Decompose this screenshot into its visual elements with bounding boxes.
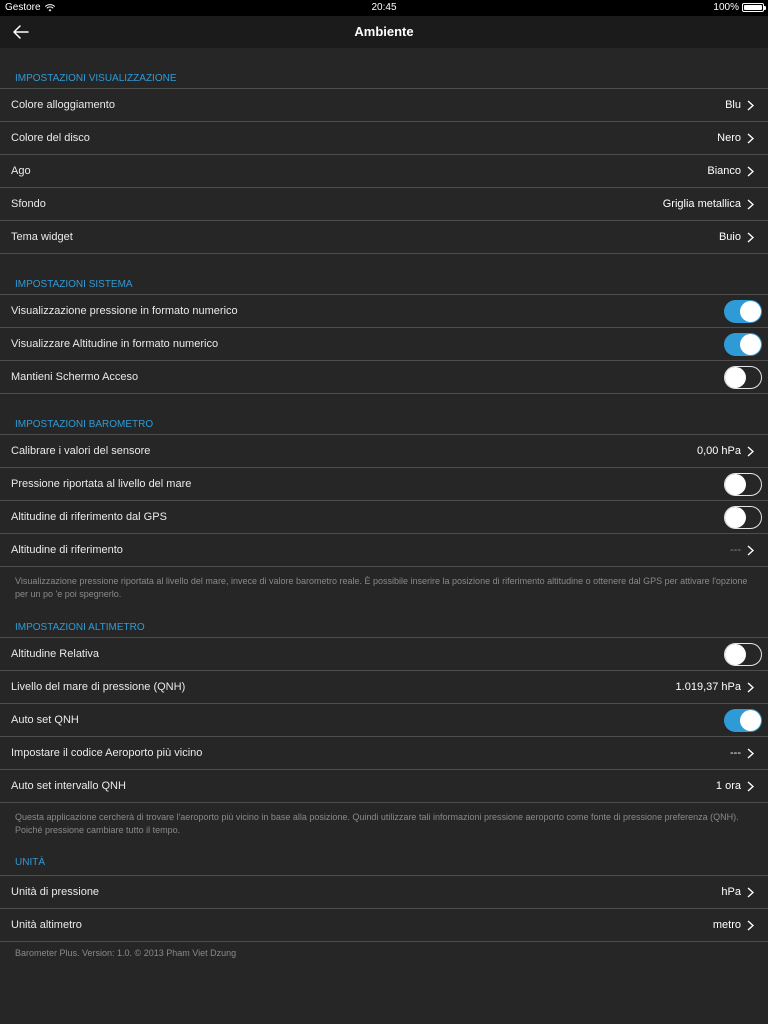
auto-set-qnh-toggle[interactable] <box>724 709 762 732</box>
row-altimeter-unit[interactable] <box>0 909 768 942</box>
row-housing-color[interactable] <box>0 89 768 122</box>
section-header-altimeter: IMPOSTAZIONI ALTIMETRO <box>0 613 768 638</box>
row-keep-screen-on <box>0 361 768 394</box>
row-dial-color[interactable] <box>0 122 768 155</box>
row-label: Auto set QNH <box>11 714 79 726</box>
version-text: Barometer Plus. Version: 1.0. © 2013 Pham Viet Dzung <box>15 948 237 958</box>
row-label: Livello del mare di pressione (QNH) <box>11 681 186 693</box>
row-label: Auto set intervallo QNH <box>11 780 126 792</box>
row-gps-reference-altitude <box>0 501 768 534</box>
row-label: Tema widget <box>11 231 73 243</box>
row-value: 1.019,37 hPa <box>675 681 741 693</box>
battery-icon <box>742 3 764 12</box>
numeric-pressure-toggle[interactable] <box>724 300 762 323</box>
chevron-right-icon <box>747 781 754 792</box>
row-label: Ago <box>11 165 31 177</box>
row-label: Colore alloggiamento <box>11 99 115 111</box>
status-time: 20:45 <box>371 2 397 13</box>
row-nearest-airport[interactable] <box>0 737 768 770</box>
row-label: Visualizzazione pressione in formato numerico <box>11 305 238 317</box>
chevron-right-icon <box>747 446 754 457</box>
row-value: Bianco <box>707 165 741 177</box>
chevron-right-icon <box>747 199 754 210</box>
numeric-altitude-toggle[interactable] <box>724 333 762 356</box>
chevron-right-icon <box>747 682 754 693</box>
row-qnh-interval[interactable] <box>0 770 768 803</box>
chevron-right-icon <box>747 133 754 144</box>
chevron-right-icon <box>747 545 754 556</box>
row-label: Unità altimetro <box>11 919 82 931</box>
battery-indicator <box>713 2 764 13</box>
keep-screen-on-toggle[interactable] <box>724 366 762 389</box>
row-numeric-pressure <box>0 295 768 328</box>
gps-reference-altitude-toggle[interactable] <box>724 506 762 529</box>
row-value: hPa <box>721 886 741 898</box>
row-label: Calibrare i valori del sensore <box>11 445 151 457</box>
row-widget-theme[interactable] <box>0 221 768 254</box>
chevron-right-icon <box>747 920 754 931</box>
section-header-barometer: IMPOSTAZIONI BAROMETRO <box>0 394 768 435</box>
chevron-right-icon <box>747 887 754 898</box>
chevron-right-icon <box>747 100 754 111</box>
row-label: Impostare il codice Aeroporto più vicino <box>11 747 203 759</box>
relative-altitude-toggle[interactable] <box>724 643 762 666</box>
row-label: Altitudine Relativa <box>11 648 100 660</box>
row-label: Altitudine di riferimento dal GPS <box>11 511 167 523</box>
row-value: metro <box>712 919 741 931</box>
row-value: --- <box>730 544 741 556</box>
row-label: Colore del disco <box>11 132 90 144</box>
row-label: Mantieni Schermo Acceso <box>11 371 139 383</box>
row-background[interactable] <box>0 188 768 221</box>
row-pressure-unit[interactable] <box>0 876 768 909</box>
row-calibrate-sensor[interactable] <box>0 435 768 468</box>
page-title: Ambiente <box>354 24 414 39</box>
row-value: 1 ora <box>715 780 741 792</box>
altimeter-footnote: Questa applicazione cercherà di trovare l'aeroporto più vicino in base alla posizione. Quindi utilizzare tali informazioni pressione aeroporto come fonte di pressione preferenza (QNH). Poiché pressione cambiare tutto il tempo. <box>15 812 739 835</box>
row-numeric-altitude <box>0 328 768 361</box>
row-value: Griglia metallica <box>662 198 741 210</box>
row-label: Pressione riportata al livello del mare <box>11 478 192 490</box>
row-sea-level-pressure <box>0 468 768 501</box>
row-reference-altitude[interactable] <box>0 534 768 567</box>
row-relative-altitude <box>0 638 768 671</box>
chevron-right-icon <box>747 166 754 177</box>
section-header-units: UNITÀ <box>0 851 768 876</box>
carrier-name: Gestore <box>5 2 41 13</box>
navigation-bar <box>0 16 768 48</box>
row-value: --- <box>730 747 741 759</box>
row-label: Altitudine di riferimento <box>11 544 123 556</box>
row-auto-set-qnh <box>0 704 768 737</box>
settings-list <box>0 48 768 958</box>
chevron-right-icon <box>747 232 754 243</box>
sea-level-pressure-toggle[interactable] <box>724 473 762 496</box>
status-bar <box>0 0 768 16</box>
row-value: Nero <box>717 132 741 144</box>
row-label: Sfondo <box>11 198 46 210</box>
row-label: Visualizzare Altitudine in formato numerico <box>11 338 219 350</box>
row-label: Unità di pressione <box>11 886 100 898</box>
row-value: Blu <box>725 99 741 111</box>
row-value: Buio <box>718 231 741 243</box>
row-qnh[interactable] <box>0 671 768 704</box>
section-header-system: IMPOSTAZIONI SISTEMA <box>0 254 768 295</box>
row-needle[interactable] <box>0 155 768 188</box>
chevron-right-icon <box>747 748 754 759</box>
row-value: 0,00 hPa <box>696 445 741 457</box>
barometer-footnote: Visualizzazione pressione riportata al livello del mare, invece di valore barometro reale. È possibile inserire la posizione di riferimento altitudine o ottenere dal GPS per attivare l'opzione per un po 'e poi spegnerlo. <box>15 576 748 599</box>
battery-percent: 100% <box>713 2 739 13</box>
section-header-display: IMPOSTAZIONI VISUALIZZAZIONE <box>0 48 768 89</box>
